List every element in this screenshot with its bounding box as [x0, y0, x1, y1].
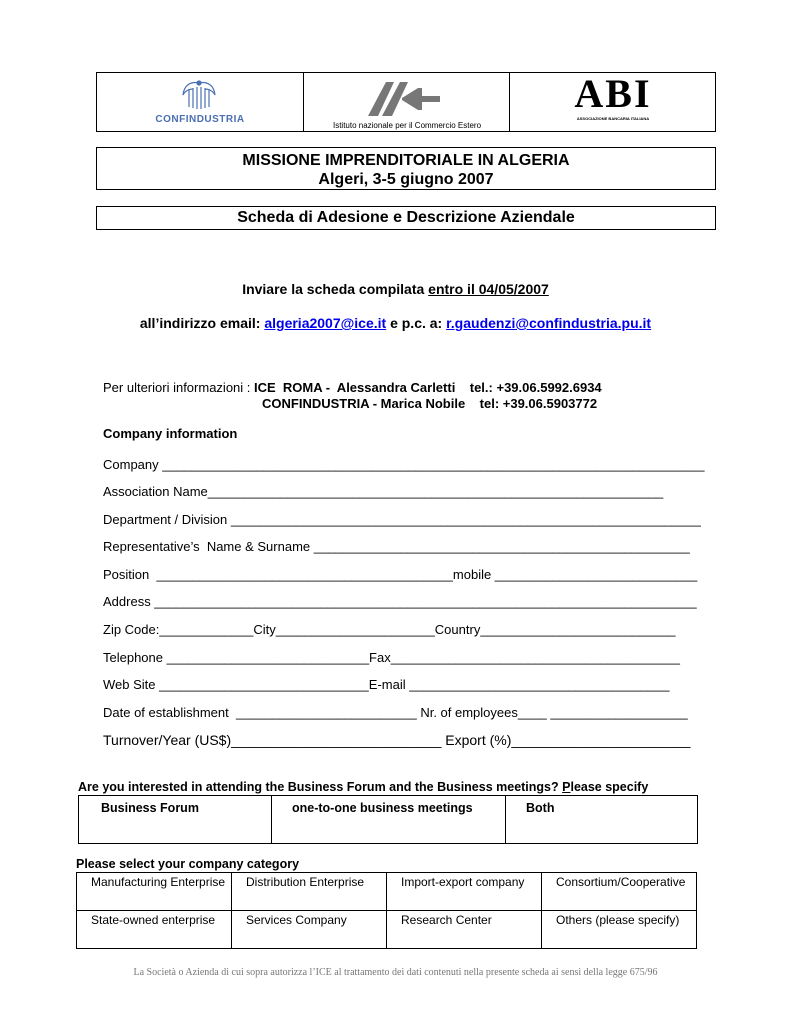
send-prefix: Inviare la scheda compilata	[242, 281, 429, 297]
category-services[interactable]: Services Company	[232, 911, 387, 948]
email-mid: e p.c. a:	[386, 315, 447, 331]
privacy-footer: La Società o Azienda di cui sopra autorizza l’ICE al trattamento dei dati contenuti nella presente scheda ai sensi della legge 675/96	[133, 967, 658, 978]
option-business-meetings[interactable]: one-to-one business meetings	[272, 796, 506, 843]
abi-wordmark: ABI	[574, 71, 652, 116]
email-link-ice[interactable]: algeria2007@ice.it	[264, 315, 387, 331]
contact-label: Per ulteriori informazioni :	[103, 380, 254, 395]
logo-header	[96, 72, 716, 132]
confindustria-wordmark: CONFINDUSTRIA	[155, 114, 245, 125]
send-instructions	[0, 281, 791, 297]
forum-question	[78, 780, 648, 794]
abi-logo-cell	[509, 73, 715, 131]
forum-question-underlined: P	[562, 780, 571, 794]
form-subtitle: Scheda di Adesione e Descrizione Aziendale	[96, 206, 716, 230]
zip-city-country-field[interactable]: Zip Code:_____________City______________________Country___________________________	[103, 622, 676, 637]
category-consortium[interactable]: Consortium/Cooperative	[556, 875, 686, 889]
ice-caption: Istituto nazionale per il Commercio Estero	[332, 121, 482, 130]
mission-title-box	[96, 147, 716, 190]
category-title: Please select your company category	[76, 857, 300, 871]
position-mobile-field[interactable]: Position _________________________________________mobile ____________________________	[103, 567, 698, 582]
telephone-fax-field[interactable]: Telephone ____________________________Fax________________________________________	[103, 650, 680, 665]
confindustria-logo-cell	[97, 73, 303, 131]
forum-question-rest: lease specify	[570, 780, 649, 794]
mission-title: MISSIONE IMPRENDITORIALE IN ALGERIA	[242, 152, 570, 169]
category-distribution[interactable]: Distribution Enterprise	[232, 873, 387, 910]
email-instructions	[0, 315, 791, 331]
contact-ice: ICE ROMA - Alessandra Carletti tel.: +39.06.5992.6934	[254, 380, 602, 395]
category-others[interactable]: Others (please specify)	[556, 913, 680, 927]
mission-dates: Algeri, 3-5 giugno 2007	[318, 171, 494, 188]
email-prefix: all’indirizzo email:	[139, 315, 265, 331]
company-field[interactable]: Company ___________________________________________________________________________	[103, 457, 705, 472]
department-field[interactable]: Department / Division _________________________________________________________________	[103, 512, 701, 527]
confindustria-eagle-icon	[179, 79, 219, 111]
option-both[interactable]: Both	[526, 801, 555, 815]
category-table	[76, 872, 697, 949]
category-state-owned[interactable]: State-owned enterprise	[77, 911, 232, 948]
send-deadline: entro il 04/05/2007	[428, 281, 549, 297]
category-research[interactable]: Research Center	[387, 911, 542, 948]
category-manufacturing[interactable]: Manufacturing Enterprise	[77, 873, 232, 910]
association-name-field[interactable]: Association Name_______________________________________________________________	[103, 484, 664, 499]
contact-confindustria: CONFINDUSTRIA - Marica Nobile tel: +39.06.5903772	[262, 396, 598, 411]
company-info-heading: Company information	[103, 426, 238, 441]
abi-caption: ASSOCIAZIONE BANCARIA ITALIANA	[576, 116, 650, 121]
option-business-forum[interactable]: Business Forum	[79, 796, 272, 843]
representative-field[interactable]: Representative’s Name & Surname ____________________________________________________	[103, 539, 690, 554]
address-field[interactable]: Address ___________________________________________________________________________	[103, 594, 697, 609]
forum-question-text: Are you interested in attending the Business Forum and the Business meetings?	[78, 780, 563, 794]
establishment-employees-field[interactable]: Date of establishment _________________________ Nr. of employees____ ___________________	[103, 705, 688, 720]
turnover-export-field[interactable]: Turnover/Year (US$)___________________________ Export (%)_______________________	[103, 732, 691, 748]
ice-logo-icon	[364, 76, 444, 116]
email-link-confindustria[interactable]: r.gaudenzi@confindustria.pu.it	[446, 315, 652, 331]
forum-options	[78, 795, 698, 844]
category-import-export[interactable]: Import-export company	[387, 873, 542, 910]
ice-logo-cell	[303, 73, 509, 131]
contact-info	[103, 380, 602, 412]
website-email-field[interactable]: Web Site _____________________________E-mail ____________________________________	[103, 677, 670, 692]
